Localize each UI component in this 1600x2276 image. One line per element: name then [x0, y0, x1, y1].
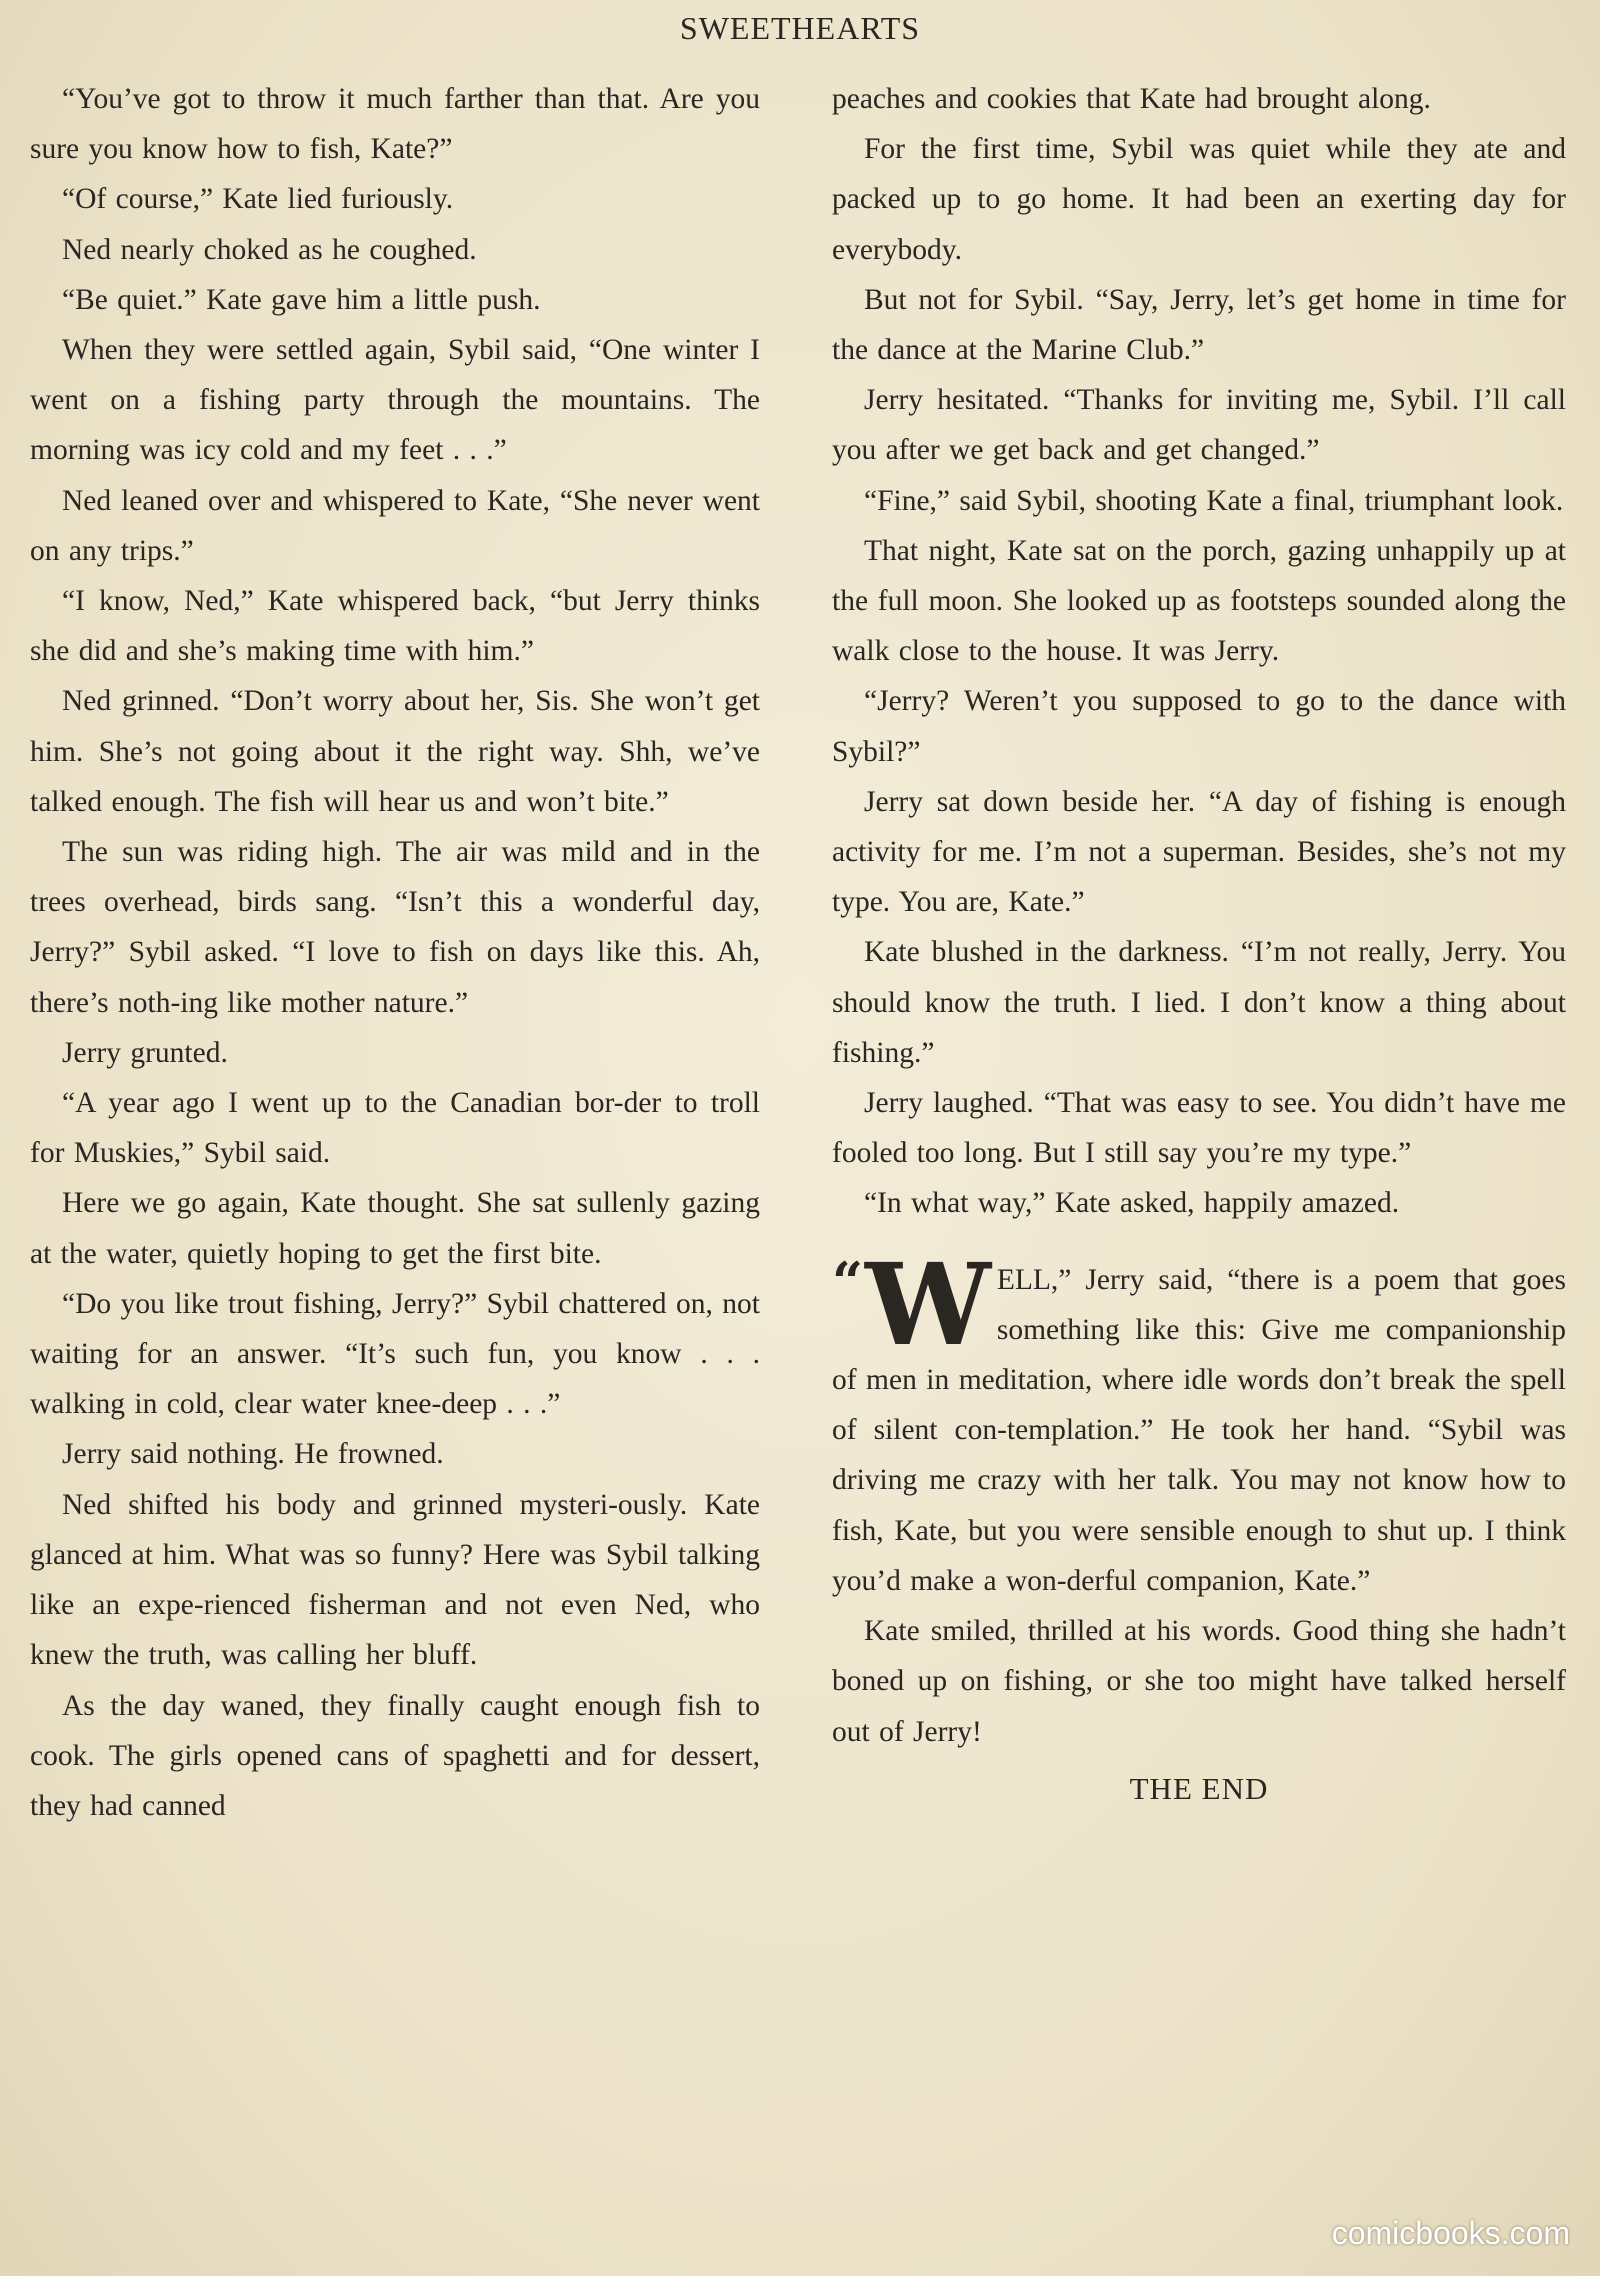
story-paragraph: Ned leaned over and whispered to Kate, “She never went on any trips.”: [30, 484, 760, 567]
story-paragraph: Jerry said nothing. He frowned.: [62, 1438, 444, 1471]
story-paragraph: Jerry grunted.: [62, 1036, 228, 1069]
story-paragraph: “Fine,” said Sybil, shooting Kate a final, triumphant look.: [864, 484, 1564, 517]
left-column: [30, 74, 760, 2224]
story-paragraph: Kate blushed in the darkness. “I’m not really, Jerry. You should know the truth. I lied. I don’t know a thing about fishing.”: [832, 936, 1566, 1069]
left-paragraphs: [30, 74, 760, 1831]
final-paragraph: Kate smiled, thrilled at his words. Good thing she hadn’t boned up on fishing, or she too might have talked herself out of Jerry!: [832, 1615, 1566, 1748]
dropcap-paragraph: [832, 1239, 1566, 1606]
dropcap-quote: “: [832, 1249, 864, 1314]
story-paragraph: As the day waned, they finally caught enough fish to cook. The girls opened cans of spaghetti and for dessert, they had canned: [30, 1689, 760, 1822]
page-header: SWEETHEARTS: [679, 10, 921, 46]
story-paragraph: “A year ago I went up to the Canadian bor-der to troll for Muskies,” Sybil said.: [30, 1087, 760, 1170]
story-paragraph: “Do you like trout fishing, Jerry?” Sybil chattered on, not waiting for an answer. “It’s such fun, you know . . . walking in cold, clear water knee-deep . . .”: [30, 1287, 760, 1421]
story-paragraph: Ned shifted his body and grinned mysteri-ously. Kate glanced at him. What was so funny? Here was Sybil talking like an expe-rienced fisherman and not even Ned, who knew the truth, was calling her bluff.: [30, 1488, 760, 1672]
story-paragraph: “Of course,” Kate lied furiously.: [62, 183, 454, 216]
continued-paragraph: peaches and cookies that Kate had brought along.: [832, 83, 1431, 115]
story-paragraph: “Jerry? Weren’t you supposed to go to the dance with Sybil?”: [832, 685, 1566, 768]
story-paragraph: “I know, Ned,” Kate whispered back, “but Jerry thinks she did and she’s making time with him.”: [30, 585, 760, 668]
story-paragraph: For the first time, Sybil was quiet while they ate and packed up to go home. It had been an exerting day for everybody.: [832, 133, 1566, 266]
dropcap-text: ELL,” Jerry said, “there is a poem that goes something like this: Give me companionship of men in meditation, where idle words don’t break the spell of silent con-templation.” He took her hand. “Sybil was driving me crazy with her talk. You may not know how to fish, Kate, but you were sensible enough to shut up. I think you’d make a won-derful companion, Kate.”: [832, 1263, 1566, 1597]
story-paragraph: But not for Sybil. “Say, Jerry, let’s get home in time for the dance at the Marine Club.”: [832, 283, 1566, 367]
watermark-text: comicbooks.com: [1331, 2215, 1570, 2251]
story-paragraph: Jerry laughed. “That was easy to see. You didn’t have me fooled too long. But I still say you’re my type.”: [832, 1087, 1566, 1170]
story-paragraph: Ned grinned. “Don’t worry about her, Sis. She won’t get him. She’s not going about it the right way. Shh, we’ve talked enough. The fish will hear us and won’t bite.”: [30, 685, 760, 818]
right-column: [832, 74, 1566, 2224]
story-paragraph: Here we go again, Kate thought. She sat sullenly gazing at the water, quietly hoping to get the first bite.: [30, 1187, 760, 1270]
story-paragraph: “You’ve got to throw it much farther than that. Are you sure you know how to fish, Kate?”: [30, 83, 760, 166]
story-paragraph: That night, Kate sat on the porch, gazing unhappily up at the full moon. She looked up as footsteps sounded along the walk close to the house. It was Jerry.: [832, 534, 1566, 668]
story-paragraph: “In what way,” Kate asked, happily amazed.: [864, 1187, 1400, 1220]
story-paragraph: The sun was riding high. The air was mild and in the trees overhead, birds sang. “Isn’t this a wonderful day, Jerry?” Sybil asked. “I love to fish on days like this. Ah, there’s noth-ing like mother nature.”: [30, 836, 760, 1019]
dropcap-letter: W: [865, 1239, 991, 1371]
story-paragraph: Jerry sat down beside her. “A day of fishing is enough activity for me. I’m not a superman. Besides, she’s not my type. You are, Kate.”: [832, 785, 1566, 919]
story-paragraph: Jerry hesitated. “Thanks for inviting me, Sybil. I’ll call you after we get back and get changed.”: [832, 384, 1566, 467]
story-paragraph: When they were settled again, Sybil said, “One winter I went on a fishing party through the mountains. The morning was icy cold and my feet . . .”: [30, 334, 760, 467]
story-paragraph: Ned nearly choked as he coughed.: [62, 233, 477, 266]
right-paragraphs: [832, 124, 1566, 1228]
the-end-label: THE END: [1129, 1770, 1269, 1806]
story-paragraph: “Be quiet.” Kate gave him a little push.: [62, 283, 541, 316]
